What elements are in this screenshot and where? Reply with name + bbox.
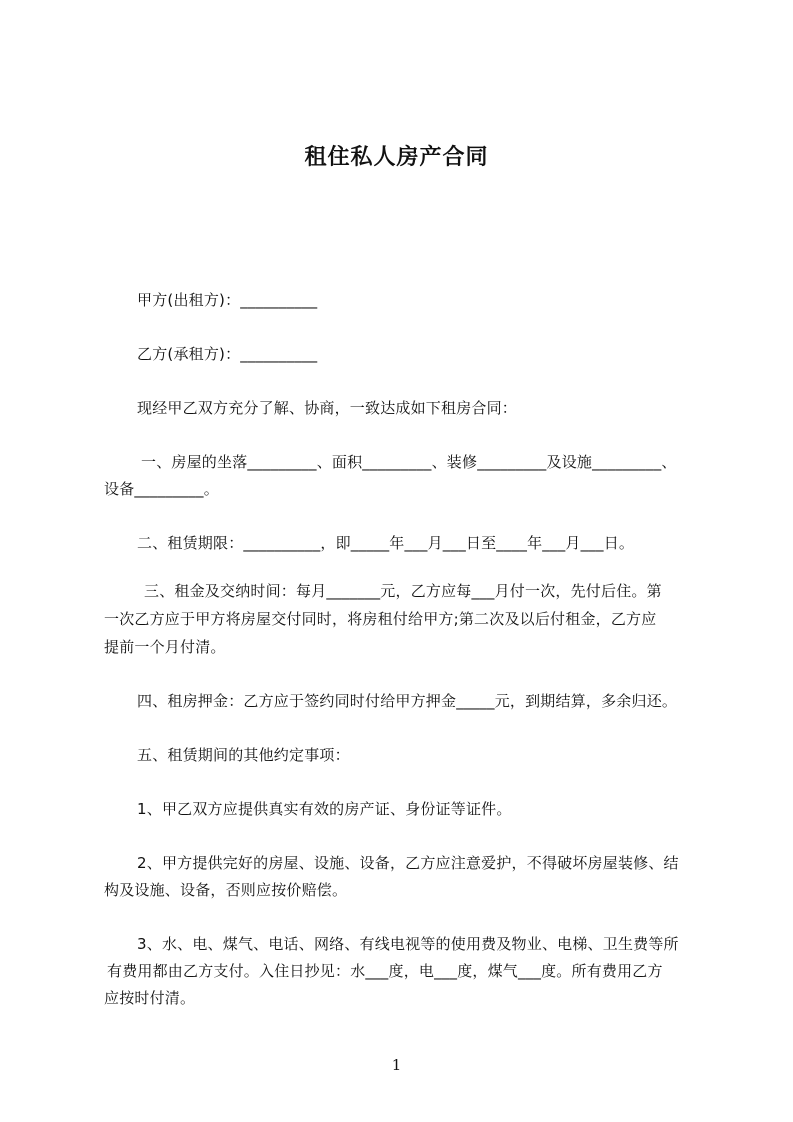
intro-paragraph: 现经甲乙双方充分了解、协商，一致达成如下租房合同： [137, 399, 518, 417]
clause-1-line-2: 设备_________。 [104, 480, 219, 498]
clause-4-line: 四、租房押金：乙方应于签约同时付给甲方押金_____元，到期结算，多余归还。 [137, 692, 678, 710]
page-number: 1 [391, 1056, 402, 1074]
clause-3-line-1: 三、租金及交纳时间：每月_______元，乙方应每___月付一次，先付后住。第 [144, 582, 662, 600]
party-a-line: 甲方(出租方)：__________ [137, 291, 318, 309]
document-title: 租住私人房产合同 [304, 145, 489, 170]
item-1-line: 1、甲乙双方应提供真实有效的房产证、身份证等证件。 [137, 800, 512, 818]
item-2-line-2: 构及设施、设备，否则应按价赔偿。 [104, 881, 348, 899]
clause-3-line-2: 一次乙方应于甲方将房屋交付同时，将房租付给甲方;第二次及以后付租金，乙方应 [104, 610, 657, 628]
clause-3-line-3: 提前一个月付清。 [104, 638, 226, 656]
item-3-line-3: 应按时付清。 [104, 989, 196, 1007]
clause-5-heading: 五、租赁期间的其他约定事项： [137, 746, 350, 764]
item-3-line-2: 有费用都由乙方支付。入住日抄见：水___度，电___度，煤气___度。所有费用乙方 [107, 962, 663, 980]
party-b-line: 乙方(承租方)：__________ [137, 345, 318, 363]
item-3-line-1: 3、水、电、煤气、电话、网络、有线电视等的使用费及物业、电梯、卫生费等所 [137, 935, 679, 953]
item-2-line-1: 2、甲方提供完好的房屋、设施、设备，乙方应注意爱护，不得破坏房屋装修、结 [137, 854, 679, 872]
clause-1-line-1: 一、房屋的坐落_________、面积_________、装修_________及设施_________、 [141, 453, 677, 471]
clause-2-line: 二、租赁期限：__________，即_____年___月___日至____年___月___日。 [137, 534, 635, 552]
